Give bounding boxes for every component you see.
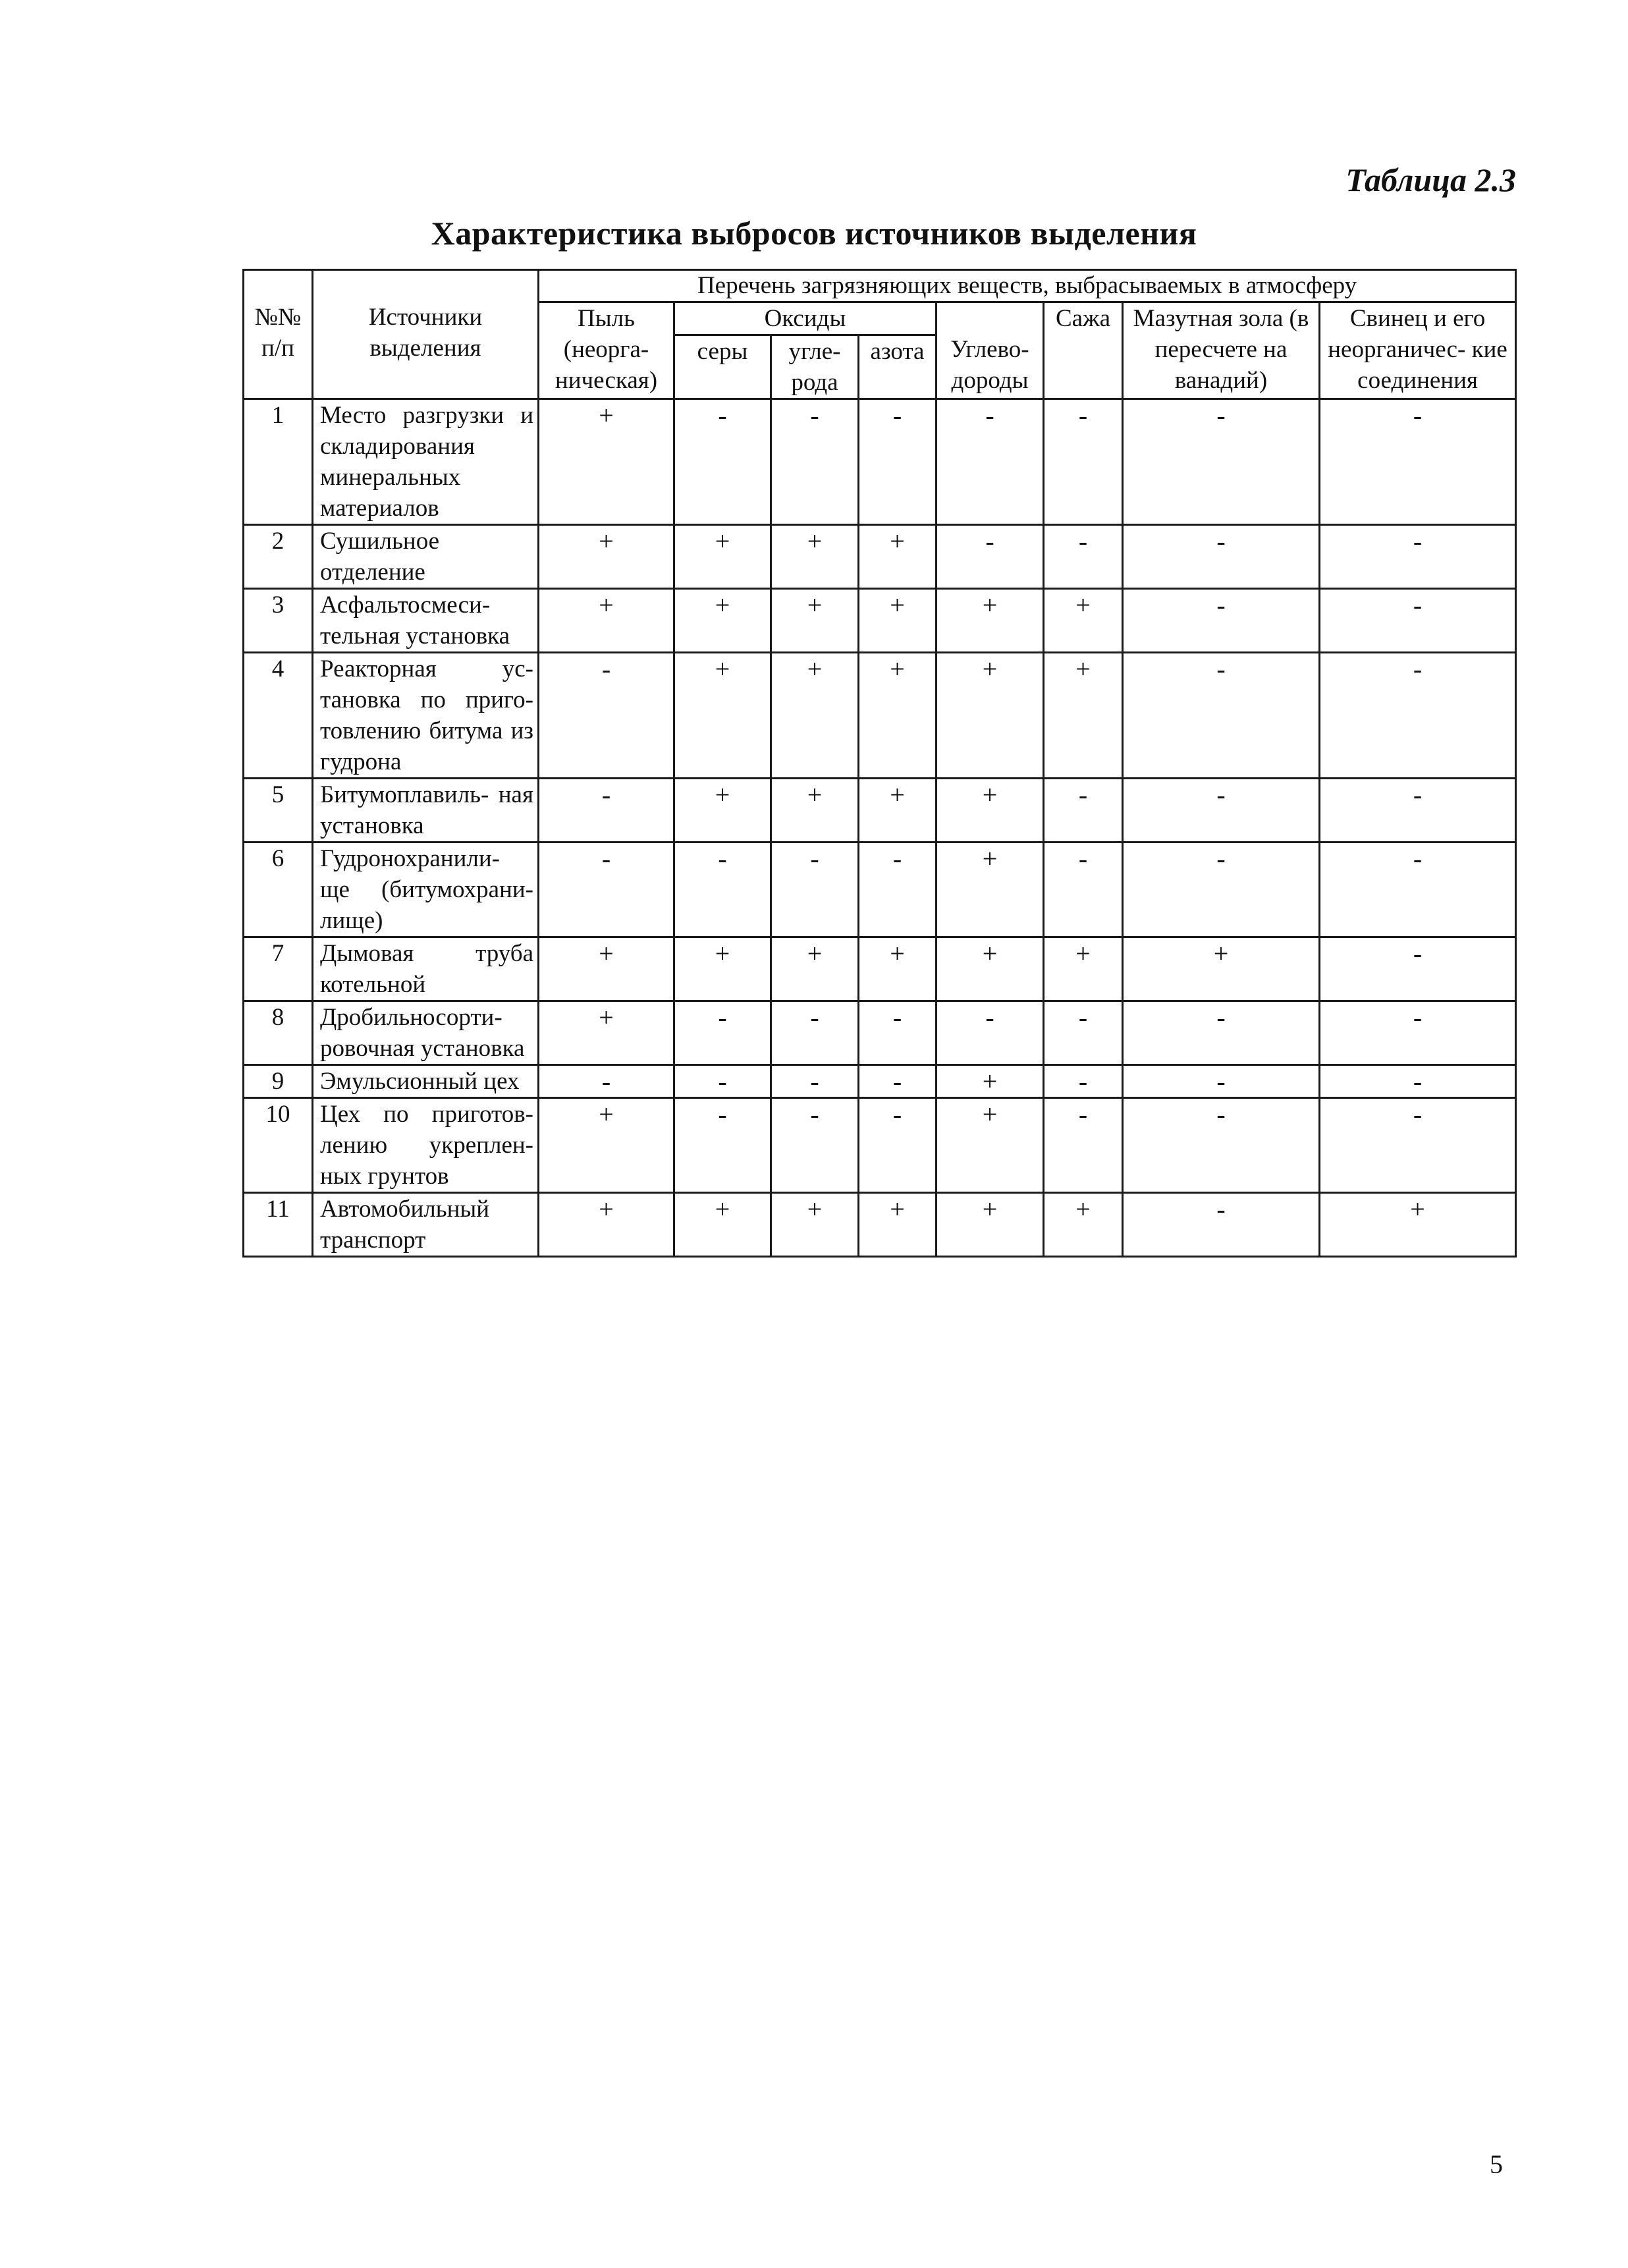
row-value: - [859, 399, 936, 525]
header-sulfur: серы [674, 335, 771, 399]
row-value: - [1320, 1065, 1516, 1098]
row-number: 9 [244, 1065, 313, 1098]
row-value: - [936, 1001, 1044, 1065]
row-value: - [1320, 1098, 1516, 1193]
row-value: - [1320, 937, 1516, 1001]
row-value: + [859, 937, 936, 1001]
row-number: 6 [244, 843, 313, 937]
row-value: - [539, 843, 674, 937]
row-source: Место разгрузки и складирования минеральных материалов [313, 399, 539, 525]
table-row [244, 1001, 1516, 1065]
row-value: - [1123, 779, 1320, 843]
row-value: + [936, 1098, 1044, 1193]
header-lead: Свинец и его неорганичес- кие соединения [1320, 302, 1516, 399]
row-value: - [674, 1065, 771, 1098]
row-value: - [771, 843, 859, 937]
row-value: + [859, 653, 936, 779]
emissions-table [242, 269, 1517, 1258]
row-number: 1 [244, 399, 313, 525]
row-number: 11 [244, 1193, 313, 1257]
row-value: - [1044, 1098, 1123, 1193]
row-value: + [936, 653, 1044, 779]
row-value: + [1044, 653, 1123, 779]
row-value: - [859, 1001, 936, 1065]
document-title: Характеристика выбросов источников выделения [431, 215, 1197, 252]
table-caption: Таблица 2.3 [1345, 161, 1516, 198]
header-nitrogen: азота [859, 335, 936, 399]
row-value: + [936, 589, 1044, 653]
row-value: - [539, 779, 674, 843]
row-source: Асфальтосмеси- тельная установка [313, 589, 539, 653]
row-value: - [1123, 525, 1320, 589]
row-number: 2 [244, 525, 313, 589]
row-number: 3 [244, 589, 313, 653]
header-carbon: угле- рода [771, 335, 859, 399]
row-value: - [859, 1098, 936, 1193]
row-value: - [674, 1098, 771, 1193]
row-value: + [1044, 589, 1123, 653]
row-value: - [1123, 1065, 1320, 1098]
row-value: - [936, 399, 1044, 525]
row-value: + [771, 937, 859, 1001]
row-value: + [1044, 937, 1123, 1001]
row-value: - [771, 1098, 859, 1193]
header-ash: Мазутная зола (в пересчете на ванадий) [1123, 302, 1320, 399]
row-value: - [1320, 525, 1516, 589]
row-value: + [936, 937, 1044, 1001]
row-value: - [771, 1001, 859, 1065]
row-value: + [674, 653, 771, 779]
row-value: - [1320, 399, 1516, 525]
table-row [244, 1098, 1516, 1193]
row-value: - [674, 843, 771, 937]
row-source: Цех по приготов- лению укреплен- ных грунтов [313, 1098, 539, 1193]
row-value: + [674, 525, 771, 589]
row-value: + [859, 525, 936, 589]
row-value: - [1123, 1098, 1320, 1193]
table-row [244, 525, 1516, 589]
row-value: - [1320, 779, 1516, 843]
row-value: - [1123, 589, 1320, 653]
row-value: + [674, 1193, 771, 1257]
table-row [244, 779, 1516, 843]
table-row [244, 843, 1516, 937]
row-value: - [1320, 589, 1516, 653]
row-value: - [1123, 399, 1320, 525]
row-value: + [539, 589, 674, 653]
header-num: №№ п/п [244, 270, 313, 399]
row-value: + [674, 779, 771, 843]
row-number: 4 [244, 653, 313, 779]
row-value: - [859, 843, 936, 937]
row-value: - [1044, 843, 1123, 937]
row-source: Битумоплавиль- ная установка [313, 779, 539, 843]
row-value: + [1320, 1193, 1516, 1257]
table-row [244, 1065, 1516, 1098]
row-value: + [674, 589, 771, 653]
row-value: + [859, 779, 936, 843]
row-source: Реакторная ус- тановка по приго- товлению битума из гудрона [313, 653, 539, 779]
row-number: 5 [244, 779, 313, 843]
table-body [244, 270, 1516, 1257]
table-row [244, 589, 1516, 653]
row-value: - [936, 525, 1044, 589]
row-value: - [1044, 1065, 1123, 1098]
row-value: - [1320, 653, 1516, 779]
row-source: Сушильное отделение [313, 525, 539, 589]
table-row [244, 937, 1516, 1001]
page-number: 5 [1490, 2149, 1503, 2179]
row-number: 7 [244, 937, 313, 1001]
row-source: Автомобильный транспорт [313, 1193, 539, 1257]
row-value: + [539, 1098, 674, 1193]
row-value: + [539, 525, 674, 589]
row-value: - [674, 1001, 771, 1065]
row-value: + [936, 779, 1044, 843]
row-value: - [539, 653, 674, 779]
row-value: - [1123, 1001, 1320, 1065]
row-value: + [859, 589, 936, 653]
row-value: - [539, 1065, 674, 1098]
row-value: + [539, 1001, 674, 1065]
row-value: - [1044, 779, 1123, 843]
row-source: Эмульсионный цех [313, 1065, 539, 1098]
row-source: Дымовая труба котельной [313, 937, 539, 1001]
row-value: - [771, 1065, 859, 1098]
header-source: Источники выделения [313, 270, 539, 399]
row-value: - [1123, 843, 1320, 937]
header-dust: Пыль (неорга- ническая) [539, 302, 674, 399]
row-value: + [771, 779, 859, 843]
header-row-1 [244, 270, 1516, 302]
row-value: + [771, 1193, 859, 1257]
row-value: - [1044, 1001, 1123, 1065]
row-value: + [859, 1193, 936, 1257]
row-value: + [539, 399, 674, 525]
row-value: - [1044, 525, 1123, 589]
row-value: + [771, 525, 859, 589]
row-value: + [936, 1193, 1044, 1257]
row-value: + [1123, 937, 1320, 1001]
row-value: - [859, 1065, 936, 1098]
row-value: - [1123, 653, 1320, 779]
row-value: + [674, 937, 771, 1001]
row-source: Гудронохранили- ще (битумохрани- лище) [313, 843, 539, 937]
row-value: - [674, 399, 771, 525]
header-hydrocarbons: Углево- дороды [936, 302, 1044, 399]
table-row [244, 653, 1516, 779]
row-value: + [1044, 1193, 1123, 1257]
row-value: + [771, 653, 859, 779]
header-oxides: Оксиды [674, 302, 936, 335]
row-number: 8 [244, 1001, 313, 1065]
row-value: - [771, 399, 859, 525]
header-pollutants-group: Перечень загрязняющих веществ, выбрасываемых в атмосферу [539, 270, 1516, 302]
table-row [244, 1193, 1516, 1257]
row-value: - [1320, 1001, 1516, 1065]
row-value: + [539, 1193, 674, 1257]
header-soot: Сажа [1044, 302, 1123, 399]
table-row [244, 399, 1516, 525]
row-value: + [771, 589, 859, 653]
row-value: + [936, 843, 1044, 937]
row-value: - [1320, 843, 1516, 937]
row-value: + [539, 937, 674, 1001]
row-value: - [1123, 1193, 1320, 1257]
row-number: 10 [244, 1098, 313, 1193]
row-value: + [936, 1065, 1044, 1098]
row-value: - [1044, 399, 1123, 525]
row-source: Дробильносорти- ровочная установка [313, 1001, 539, 1065]
